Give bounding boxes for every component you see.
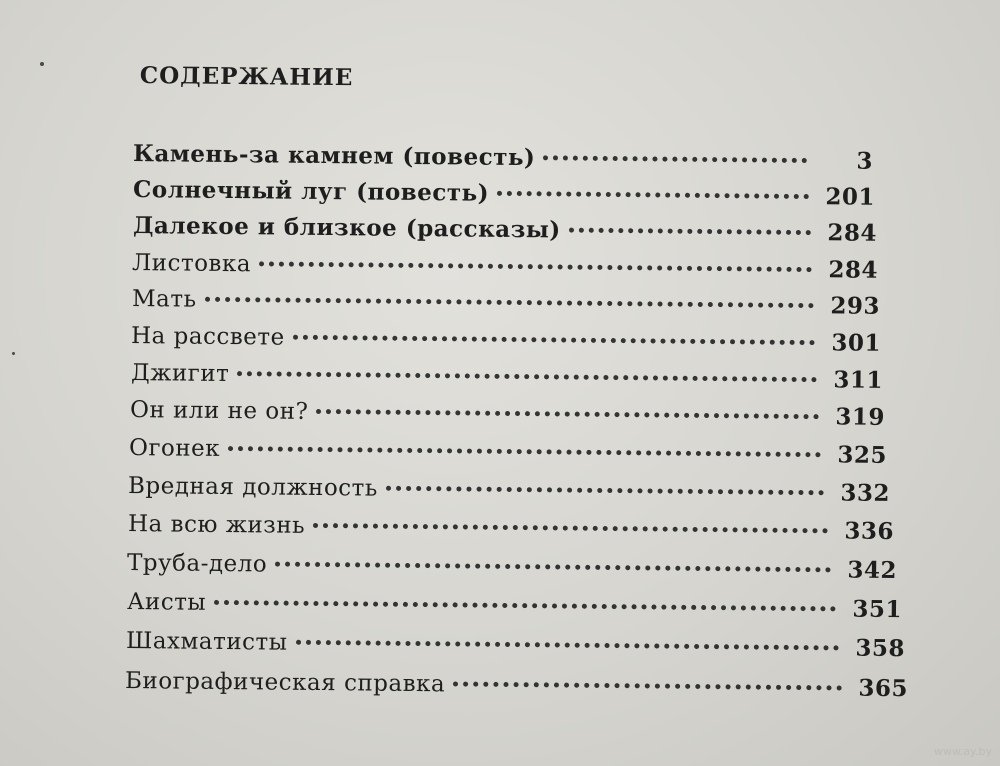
toc-page-number: 319 [835,403,886,431]
toc-row [132,249,878,291]
toc-page-number: 3 [856,147,874,175]
paper-speck [12,352,15,355]
toc-page-number: 293 [830,292,881,320]
toc-leader [214,599,836,612]
toc-title: Огонек [128,435,221,462]
toc-row [133,176,875,218]
toc-row [128,472,890,514]
toc-leader [293,334,815,345]
toc-title: Джигит [130,360,230,388]
toc-leader [237,370,817,382]
toc-row [127,549,897,591]
toc-page-number: 351 [852,595,903,624]
toc-leader [453,680,842,690]
toc-row [131,359,883,401]
toc-page-number: 301 [831,329,882,357]
toc-page-number: 201 [825,183,876,211]
toc-title: Вредная должность [127,473,378,502]
toc-row [127,588,902,630]
toc-row [132,285,880,327]
toc-row [130,396,885,438]
toc-title: Камень-за камнем (повесть) [132,140,536,172]
toc-title: На рассвете [130,323,285,351]
toc-page-number: 342 [847,556,898,585]
toc-page-number: 284 [827,219,878,247]
toc-title: Листовка [131,250,252,278]
toc-leader [569,227,811,236]
paper-speck [40,62,44,66]
toc-page-number: 336 [844,517,895,546]
toc-title: На всю жизнь [127,511,306,539]
toc-leader [543,154,807,163]
toc-leader [275,561,831,573]
toc-page-number: 365 [858,674,909,703]
toc-title: Шахматисты [125,628,288,656]
toc-page-number: 325 [837,441,888,469]
toc-row [131,322,881,364]
toc-row [125,667,908,709]
toc-row [129,434,887,476]
toc-title: Далекое и близкое (рассказы) [132,212,561,244]
toc-title: Солнечный луг (повесть) [132,176,490,207]
toc-leader [296,639,840,651]
toc-title: Мать [131,286,197,313]
toc-leader [313,522,828,533]
toc-leader [316,408,819,419]
toc-page-number: 358 [855,634,906,663]
toc-title: Аисты [126,589,207,616]
toc-title: Труба-дело [126,550,268,578]
toc-row [133,140,873,182]
toc-row [128,510,894,552]
toc-leader [386,485,824,496]
toc-page-number: 332 [840,479,891,507]
toc-leader [228,445,821,457]
toc-row [126,627,905,669]
toc-leader [259,260,812,272]
toc-page-number: 311 [833,366,884,394]
toc-title: Биографическая справка [124,668,446,698]
toc-leader [205,296,815,308]
watermark: www.ay.by [933,745,992,758]
toc-title: Он или не он? [129,397,309,425]
toc-leader [497,190,809,199]
toc-row [133,212,877,254]
toc-page-number: 284 [828,256,879,284]
page-title: СОДЕРЖАНИЕ [139,62,354,92]
